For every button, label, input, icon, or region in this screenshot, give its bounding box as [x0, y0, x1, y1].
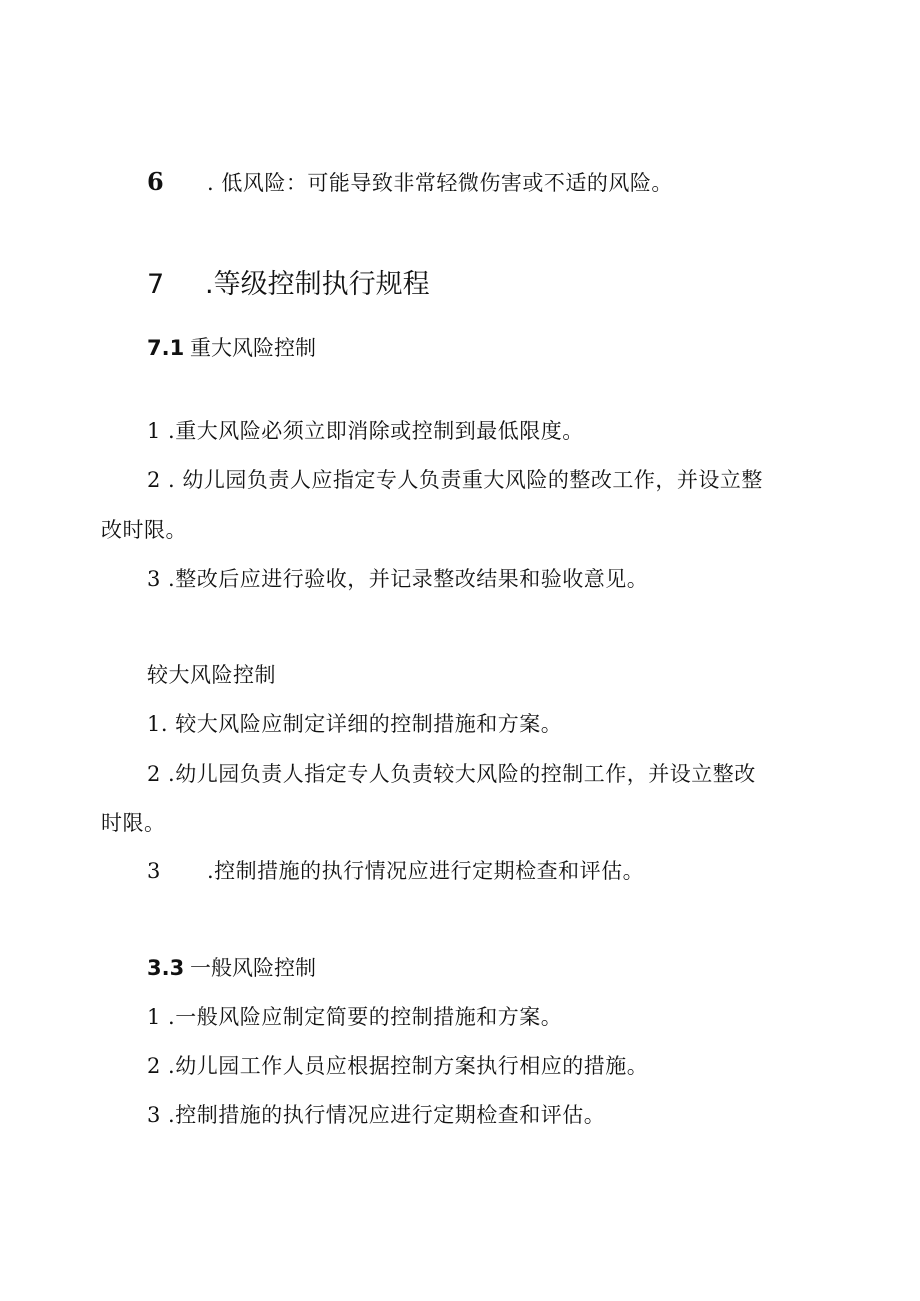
paragraph: 1 .重大风险必须立即消除或控制到最低限度。	[147, 419, 584, 443]
item-text: .控制措施的执行情况应进行定期检查和评估。	[207, 859, 645, 883]
subheading-number: 3.3	[147, 956, 185, 980]
paragraph-continuation: 改时限。	[101, 518, 187, 542]
paragraph: 3 .控制措施的执行情况应进行定期检查和评估。	[147, 1103, 606, 1127]
subheading-title: 重大风险控制	[190, 336, 316, 360]
paragraph: 3 .整改后应进行验收，并记录整改结果和验收意见。	[147, 567, 649, 591]
section-number: 7	[147, 269, 165, 300]
paragraph-item-3	[147, 857, 644, 885]
subheading-7-1	[147, 334, 316, 362]
item-text: . 低风险：可能导致非常轻微伤害或不适的风险。	[207, 171, 673, 195]
item-6	[147, 168, 673, 197]
paragraph: 2 . 幼儿园负责人应指定专人负责重大风险的整改工作，并设立整	[147, 468, 763, 492]
paragraph: 1 .一般风险应制定简要的控制措施和方案。	[147, 1005, 563, 1029]
subheading-number: 7.1	[147, 336, 185, 360]
item-number: 6	[147, 167, 165, 196]
subheading-large-risk: 较大风险控制	[147, 663, 276, 687]
paragraph-continuation: 时限。	[101, 811, 166, 835]
section-heading-7	[147, 268, 430, 302]
paragraph: 1. 较大风险应制定详细的控制措施和方案。	[147, 712, 563, 736]
item-number: 3	[147, 859, 161, 883]
paragraph: 2 .幼儿园工作人员应根据控制方案执行相应的措施。	[147, 1054, 649, 1078]
subheading-title: 一般风险控制	[190, 956, 316, 980]
subheading-3-3	[147, 954, 316, 982]
paragraph: 2 .幼儿园负责人指定专人负责较大风险的控制工作，并设立整改	[147, 762, 756, 786]
section-title: .等级控制执行规程	[205, 269, 430, 300]
